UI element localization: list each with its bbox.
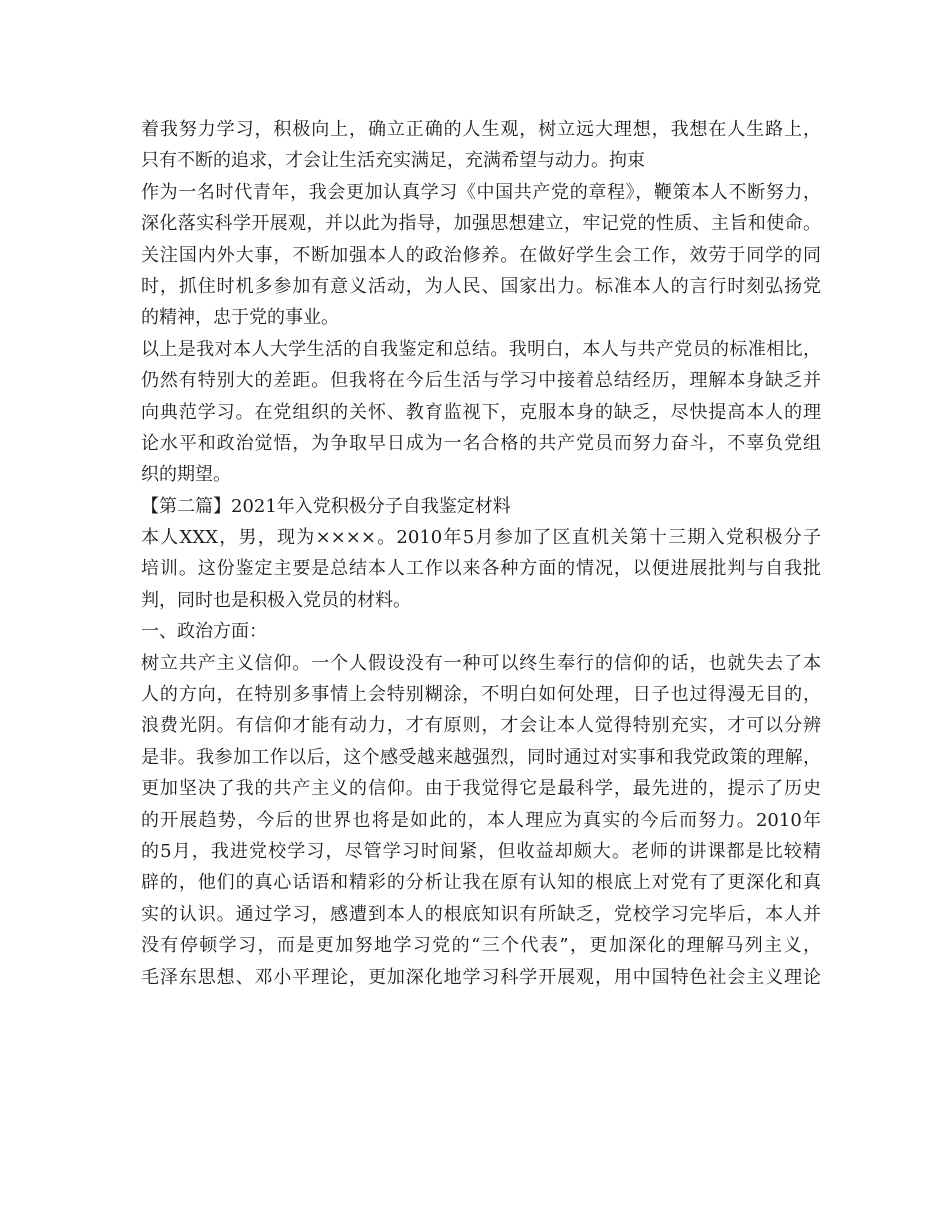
text-line: 织的期望。 [141, 464, 231, 486]
text-line: 更加坚决了我的共产主义的信仰。由于我觉得它是最科学，最先进的，提示了历史 [141, 778, 821, 800]
text-line: 时，抓住时机多参加有意义活动，为人民、国家出力。标准本人的言行时刻弘扬党 [141, 275, 821, 297]
document-page [141, 114, 821, 993]
text-line: 着我努力学习，积极向上，确立正确的人生观，树立远大理想，我想在人生路上， [141, 119, 821, 140]
text-line: 关注国内外大事，不断加强本人的政治修养。在做好学生会工作，效劳于同学的同 [141, 244, 821, 266]
text-line: 人的方向，在特别多事情上会特别糊涂，不明白如何处理，日子也过得漫无目的， [141, 684, 821, 706]
text-line: 辟的，他们的真心话语和精彩的分析让我在原有认知的根底上对党有了更深化和真 [141, 872, 821, 894]
text-line: 本人XXX，男，现为××××。2010年5月参加了区直机关第十三期入党积极分子 [141, 527, 821, 549]
text-line: 的精神，忠于党的事业。 [141, 307, 339, 329]
text-line: 没有停顿学习，而是更加努地学习党的“三个代表”，更加深化的理解马列主义， [141, 935, 821, 957]
text-line: 一、政治方面： [141, 621, 267, 643]
text-line: 是非。我参加工作以后，这个感受越来越强烈，同时通过对实事和我党政策的理解， [141, 746, 821, 768]
text-line: 仍然有特别大的差距。但我将在今后生活与学习中接着总结经历，理解本身缺乏并 [141, 370, 821, 392]
text-line: 树立共产主义信仰。一个人假设没有一种可以终生奉行的信仰的话，也就失去了本 [141, 652, 821, 674]
text-line: 的开展趋势，今后的世界也将是如此的，本人理应为真实的今后而努力。2010年 [141, 809, 821, 831]
text-line: 的5月，我进党校学习，尽管学习时间紧，但收益却颇大。老师的讲课都是比较精 [141, 840, 821, 862]
text-line: 向典范学习。在党组织的关怀、教育监视下，克服本身的缺乏，尽快提高本人的理 [141, 401, 821, 423]
text-line: 毛泽东思想、邓小平理论，更加深化地学习科学开展观，用中国特色社会主义理论 [141, 966, 821, 988]
text-line: 【第二篇】2021年入党积极分子自我鉴定材料 [141, 495, 511, 517]
text-line: 作为一名时代青年，我会更加认真学习《中国共产党的章程》，鞭策本人不断努力， [141, 181, 821, 203]
text-line: 实的认识。通过学习，感遭到本人的根底知识有所缺乏，党校学习完毕后，本人并 [141, 903, 821, 925]
text-line: 以上是我对本人大学生活的自我鉴定和总结。我明白，本人与共产党员的标准相比， [141, 338, 821, 360]
text-line: 判，同时也是积极入党员的材料。 [141, 589, 411, 611]
text-line: 只有不断的追求，才会让生活充实满足，充满希望与动力。拘束 [141, 150, 645, 172]
text-line: 浪费光阴。有信仰才能有动力，才有原则，才会让本人觉得特别充实，才可以分辨 [141, 715, 821, 737]
text-line: 深化落实科学开展观，并以此为指导，加强思想建立，牢记党的性质、主旨和使命。 [141, 213, 821, 235]
text-line: 论水平和政治觉悟，为争取早日成为一名合格的共产党员而努力奋斗，不辜负党组 [141, 432, 821, 454]
text-line: 培训。这份鉴定主要是总结本人工作以来各种方面的情况，以便进展批判与自我批 [141, 558, 821, 580]
